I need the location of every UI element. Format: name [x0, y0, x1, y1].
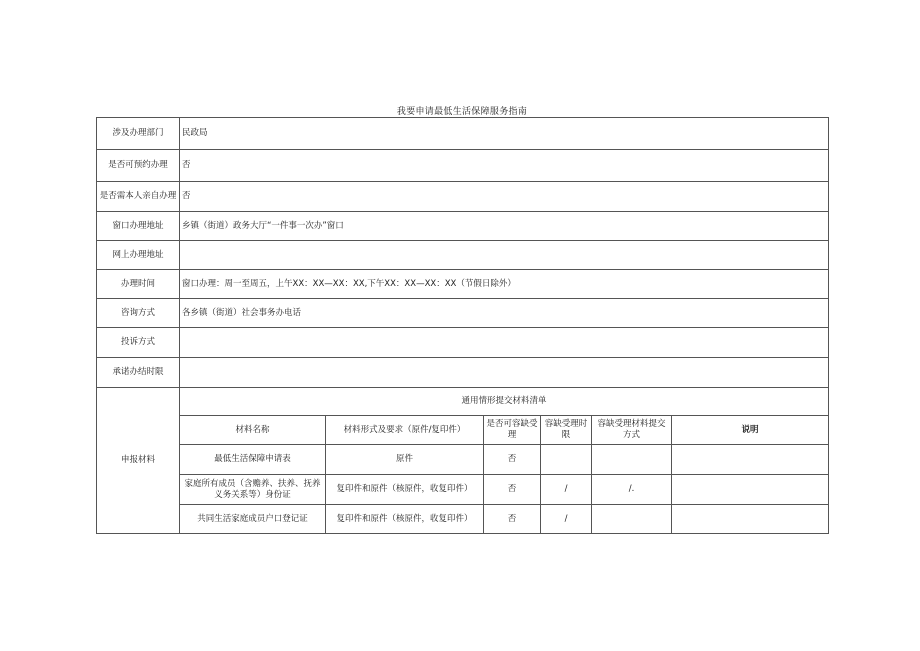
- material-time-limit: /: [541, 505, 592, 534]
- header-material-name: 材料名称: [180, 416, 326, 445]
- window-address-value: 乡镇（街道）政务大厅“一件事一次办”窗口: [180, 212, 829, 241]
- row-in-person: [97, 182, 829, 212]
- page-title: 我要申请最低生活保障服务指南: [396, 107, 528, 117]
- consultation-label: 咨询方式: [97, 299, 180, 328]
- online-address-label: 网上办理地址: [97, 241, 180, 270]
- row-complaint: [97, 328, 829, 358]
- materials-label: 申报材料: [97, 388, 180, 534]
- header-time-limit: 容缺受理时限: [541, 416, 592, 445]
- materials-section-row: [97, 388, 829, 416]
- material-form: 复印件和原件（核原件，收复印件）: [326, 475, 484, 505]
- material-time-limit: /: [541, 475, 592, 505]
- office-hours-value: 窗口办理：周一至周五，上午XX：XX—XX：XX,下午XX：XX—XX：XX（节假日除外）: [180, 270, 829, 299]
- material-note: [672, 445, 829, 475]
- material-note: [672, 475, 829, 505]
- material-row: [97, 505, 829, 534]
- material-name: 最低生活保障申请表: [180, 445, 326, 475]
- department-value: 民政局: [180, 118, 829, 150]
- header-material-form: 材料形式及要求（原件/复印件）: [326, 416, 484, 445]
- material-submit-method: [592, 505, 672, 534]
- row-deadline: [97, 358, 829, 388]
- materials-section-title: 通用情形提交材料清单: [180, 388, 829, 416]
- complaint-label: 投诉方式: [97, 328, 180, 358]
- material-note: [672, 505, 829, 534]
- row-office-hours: [97, 270, 829, 299]
- row-department: [97, 118, 829, 150]
- material-waivable: 否: [484, 505, 541, 534]
- material-row: [97, 475, 829, 505]
- office-hours-label: 办理时间: [97, 270, 180, 299]
- appointment-label: 是否可预约办理: [97, 150, 180, 182]
- complaint-value: [180, 328, 829, 358]
- row-appointment: [97, 150, 829, 182]
- row-consultation: [97, 299, 829, 328]
- department-label: 涉及办理部门: [97, 118, 180, 150]
- material-form: 原件: [326, 445, 484, 475]
- material-name: 共同生活家庭成员户口登记证: [180, 505, 326, 534]
- material-name: 家庭所有成员（含赡养、扶养、抚养义务关系等）身份证: [180, 475, 326, 505]
- material-submit-method: /.: [592, 475, 672, 505]
- material-row: [97, 445, 829, 475]
- header-note: 说明: [672, 416, 829, 445]
- materials-header-row: [97, 416, 829, 445]
- header-submit-method: 容缺受理材料提交方式: [592, 416, 672, 445]
- header-waivable: 是否可容缺受理: [484, 416, 541, 445]
- material-time-limit: [541, 445, 592, 475]
- row-online-address: [97, 241, 829, 270]
- in-person-label: 是否需本人亲自办理: [97, 182, 180, 212]
- service-guide-table: [96, 117, 829, 534]
- in-person-value: 否: [180, 182, 829, 212]
- window-address-label: 窗口办理地址: [97, 212, 180, 241]
- deadline-value: [180, 358, 829, 388]
- row-window-address: [97, 212, 829, 241]
- material-waivable: 否: [484, 445, 541, 475]
- deadline-label: 承诺办结时限: [97, 358, 180, 388]
- appointment-value: 否: [180, 150, 829, 182]
- consultation-value: 各乡镇（街道）社会事务办电话: [180, 299, 829, 328]
- material-waivable: 否: [484, 475, 541, 505]
- online-address-value: [180, 241, 829, 270]
- material-form: 复印件和原件（核原件，收复印件）: [326, 505, 484, 534]
- material-submit-method: [592, 445, 672, 475]
